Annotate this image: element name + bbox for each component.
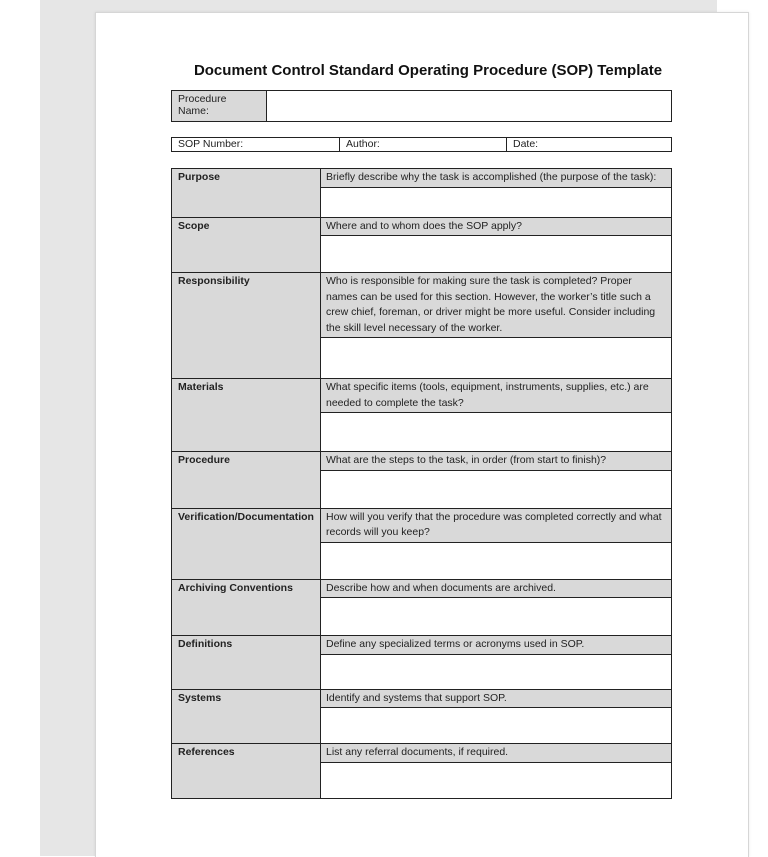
section-archiving-conventions bbox=[172, 579, 672, 598]
section-prompt: Briefly describe why the task is accomplished (the purpose of the task): bbox=[321, 169, 672, 188]
section-purpose bbox=[172, 169, 672, 188]
procedure-name-table bbox=[171, 90, 672, 122]
section-answer-field[interactable] bbox=[321, 413, 672, 452]
section-prompt: List any referral documents, if required. bbox=[321, 744, 672, 763]
section-answer-field[interactable] bbox=[321, 598, 672, 636]
section-answer-field[interactable] bbox=[321, 542, 672, 579]
section-prompt: Describe how and when documents are archived. bbox=[321, 579, 672, 598]
section-label: Archiving Conventions bbox=[172, 579, 321, 636]
section-prompt: Who is responsible for making sure the task is completed? Proper names can be used for this section. However, the worker’s title such a crew chief, foreman, or driver might be more useful. Consider including the skill level necessary of the worker. bbox=[321, 273, 672, 338]
section-answer-field[interactable] bbox=[321, 236, 672, 273]
procedure-name-label: Procedure Name: bbox=[172, 91, 267, 122]
section-answer-field[interactable] bbox=[321, 654, 672, 689]
section-prompt: How will you verify that the procedure was completed correctly and what records will you keep? bbox=[321, 508, 672, 542]
section-label: Systems bbox=[172, 689, 321, 744]
section-label: Scope bbox=[172, 217, 321, 273]
section-prompt: What are the steps to the task, in order (from start to finish)? bbox=[321, 452, 672, 471]
section-label: Purpose bbox=[172, 169, 321, 218]
section-scope bbox=[172, 217, 672, 236]
section-prompt: Where and to whom does the SOP apply? bbox=[321, 217, 672, 236]
section-responsibility bbox=[172, 273, 672, 338]
document-title: Document Control Standard Operating Procedure (SOP) Template bbox=[193, 62, 663, 79]
section-definitions bbox=[172, 636, 672, 655]
section-label: References bbox=[172, 744, 321, 799]
section-answer-field[interactable] bbox=[321, 338, 672, 379]
section-verification-documentation bbox=[172, 508, 672, 542]
section-label: Procedure bbox=[172, 452, 321, 509]
section-systems bbox=[172, 689, 672, 708]
sop-number-field[interactable]: SOP Number: bbox=[172, 138, 340, 152]
procedure-name-field[interactable] bbox=[267, 91, 672, 122]
section-answer-field[interactable] bbox=[321, 187, 672, 217]
section-label: Verification/Documentation bbox=[172, 508, 321, 579]
document-viewer bbox=[40, 0, 717, 856]
section-materials bbox=[172, 379, 672, 413]
section-answer-field[interactable] bbox=[321, 762, 672, 798]
date-field[interactable]: Date: bbox=[507, 138, 672, 152]
section-prompt: Identify and systems that support SOP. bbox=[321, 689, 672, 708]
section-procedure bbox=[172, 452, 672, 471]
document-page bbox=[95, 12, 749, 857]
section-answer-field[interactable] bbox=[321, 708, 672, 744]
section-label: Materials bbox=[172, 379, 321, 452]
section-answer-field[interactable] bbox=[321, 470, 672, 508]
sop-sections-table bbox=[171, 168, 672, 799]
section-prompt: What specific items (tools, equipment, instruments, supplies, etc.) are needed to complete the task? bbox=[321, 379, 672, 413]
section-label: Definitions bbox=[172, 636, 321, 690]
author-field[interactable]: Author: bbox=[340, 138, 507, 152]
section-prompt: Define any specialized terms or acronyms used in SOP. bbox=[321, 636, 672, 655]
sop-meta-table bbox=[171, 137, 672, 152]
section-references bbox=[172, 744, 672, 763]
section-label: Responsibility bbox=[172, 273, 321, 379]
